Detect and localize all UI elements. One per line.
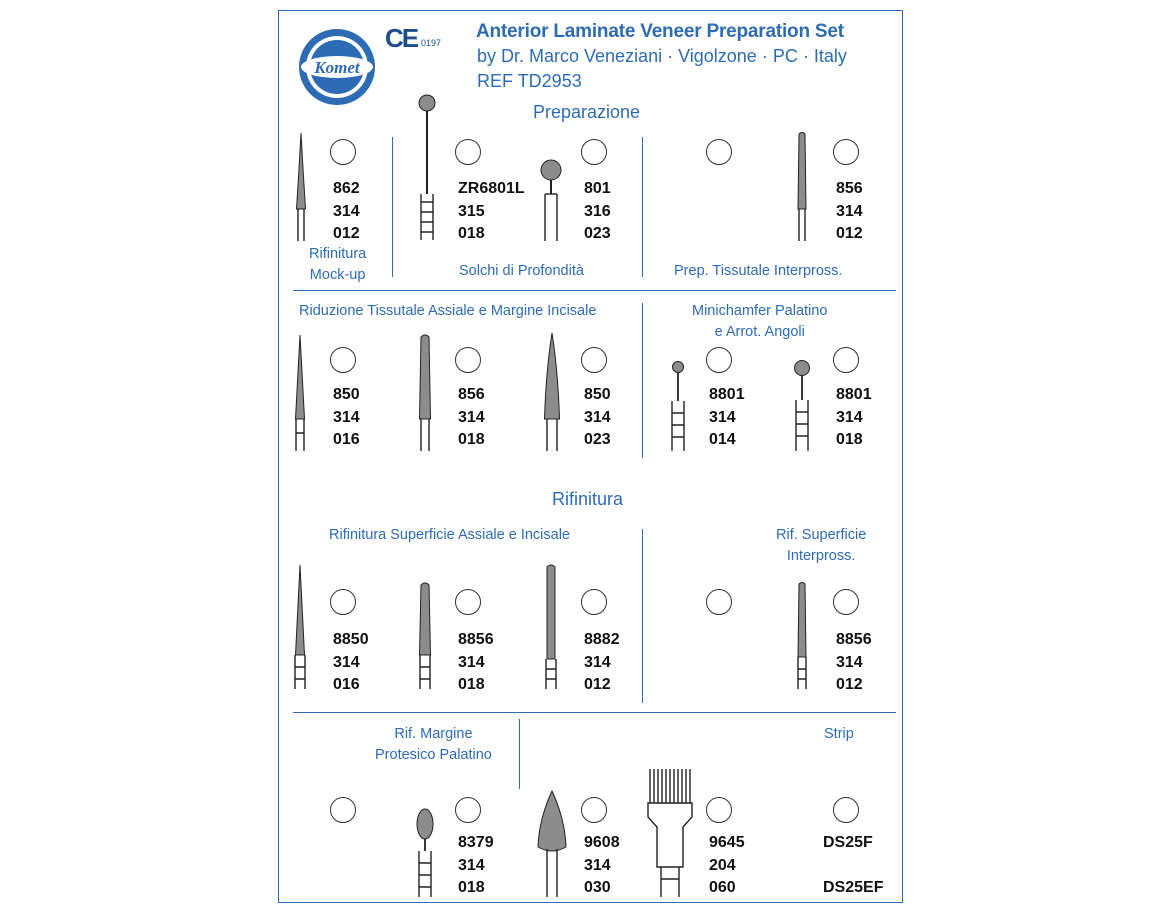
subtitle: by Dr. Marco Veneziani · Vigolzone · PC · Italy	[477, 46, 847, 66]
code-9645: 9645 204 060	[709, 834, 745, 896]
slot-circle	[706, 347, 732, 373]
label-rif-margine: Rif. Margine Protesico Palatino	[375, 726, 492, 763]
bur-9608	[535, 789, 569, 899]
label-strip: Strip	[824, 726, 854, 742]
ce-mark: CE	[385, 23, 418, 53]
bur-850-023	[540, 331, 564, 453]
label-solchi: Solchi di Profondità	[459, 263, 584, 279]
divider	[293, 712, 896, 713]
slot-circle	[330, 139, 356, 165]
slot-circle	[833, 589, 859, 615]
ce-number: 0197	[421, 38, 442, 48]
divider	[642, 529, 643, 703]
slot-circle	[706, 797, 732, 823]
slot-circle	[833, 797, 859, 823]
bur-850-016	[289, 333, 311, 453]
bur-8882	[540, 563, 562, 691]
slot-circle	[833, 347, 859, 373]
label-prep-tissutale: Prep. Tissutale Interpross.	[674, 263, 843, 279]
slot-circle	[330, 797, 356, 823]
code-856-018: 856 314 018	[458, 386, 485, 448]
bur-8801-014	[667, 361, 689, 453]
slot-circle	[455, 347, 481, 373]
slot-circle	[706, 139, 732, 165]
code-8882: 8882 314 012	[584, 631, 620, 693]
bur-862	[291, 131, 311, 243]
section-heading-preparazione: Preparazione	[533, 102, 641, 122]
divider	[642, 137, 643, 277]
label-riduzione: Riduzione Tissutale Assiale e Margine Incisale	[299, 303, 597, 319]
bur-zr6801l	[416, 94, 438, 242]
bur-801	[537, 159, 565, 243]
brush-9645	[645, 767, 695, 899]
bur-8856-018	[414, 581, 436, 691]
code-850-023: 850 314 023	[584, 386, 611, 448]
code-8850: 8850 314 016	[333, 631, 369, 693]
slot-circle	[833, 139, 859, 165]
slot-circle	[581, 139, 607, 165]
code-8379: 8379 314 018	[458, 834, 494, 896]
slot-circle	[330, 589, 356, 615]
code-8856-012: 8856 314 012	[836, 631, 872, 693]
slot-circle	[330, 347, 356, 373]
slot-circle	[581, 589, 607, 615]
label-minichamfer: Minichamfer Palatino e Arrot. Angoli	[692, 303, 828, 340]
bur-8379	[414, 807, 436, 899]
bur-856	[792, 131, 812, 243]
slot-circle	[455, 797, 481, 823]
code-9608: 9608 314 030	[584, 834, 620, 896]
ref-number: REF TD2953	[477, 71, 582, 91]
logo-text: Komet	[314, 58, 360, 77]
divider	[293, 290, 896, 291]
slot-circle	[581, 347, 607, 373]
slot-circle	[455, 139, 481, 165]
label-rif-superficie-assiale: Rifinitura Superficie Assiale e Incisale	[329, 527, 570, 543]
code-zr6801l: ZR6801L 315 018	[458, 180, 525, 242]
code-850-016: 850 314 016	[333, 386, 360, 448]
divider	[392, 137, 393, 277]
slot-circle	[581, 797, 607, 823]
label-rifinitura-mockup: Rifinitura Mock-up	[309, 246, 367, 283]
divider	[519, 719, 520, 789]
code-ds25f: DS25F	[823, 834, 873, 851]
page-title: Anterior Laminate Veneer Preparation Set	[476, 21, 844, 42]
bur-8801-018	[791, 360, 813, 453]
bur-8850	[289, 563, 311, 691]
code-8801-014: 8801 314 014	[709, 386, 745, 448]
product-card	[278, 10, 903, 903]
bur-856-018	[414, 333, 436, 453]
bur-8856-012	[792, 581, 812, 691]
komet-logo	[297, 27, 377, 107]
code-862: 862 314 012	[333, 180, 360, 242]
code-8801-018: 8801 314 018	[836, 386, 872, 448]
slot-circle	[706, 589, 732, 615]
code-801: 801 316 023	[584, 180, 611, 242]
code-8856-018: 8856 314 018	[458, 631, 494, 693]
code-ds25ef: DS25EF	[823, 879, 884, 896]
slot-circle	[455, 589, 481, 615]
divider	[642, 303, 643, 458]
section-heading-rifinitura: Rifinitura	[552, 489, 624, 509]
label-rif-superficie-interpross: Rif. Superficie Interpross.	[776, 527, 867, 564]
code-856-top: 856 314 012	[836, 180, 863, 242]
